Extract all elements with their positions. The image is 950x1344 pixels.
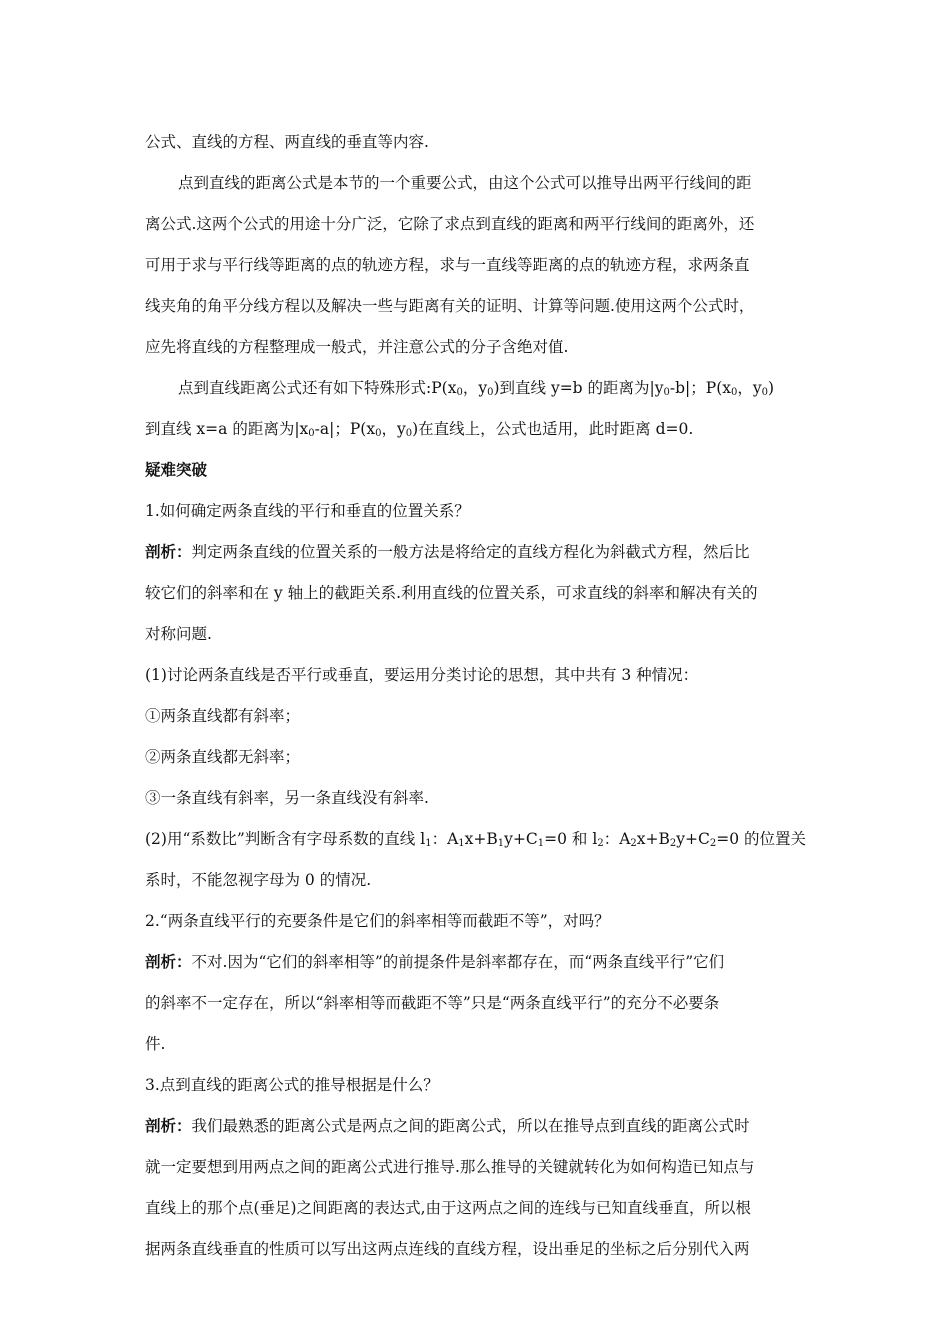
- text-line: [145, 163, 810, 204]
- text-segment: ：A: [603, 830, 631, 848]
- text-segment: 公式、直线的方程、两直线的垂直等内容.: [145, 133, 429, 151]
- text-line: [145, 1024, 810, 1065]
- text-segment: -b|；P(x: [669, 379, 731, 397]
- text-segment: 较它们的斜率和在 y 轴上的截距关系.利用直线的位置关系，可求直线的斜率和解决有关的: [145, 584, 758, 602]
- text-segment: ，y: [737, 379, 762, 397]
- text-segment: 到直线 x=a 的距离为|x: [145, 420, 309, 438]
- document-body: [145, 122, 810, 1270]
- text-line: [145, 696, 810, 737]
- text-segment: (2)用“系数比”判断含有字母系数的直线 l: [145, 830, 426, 848]
- text-line: [145, 819, 810, 860]
- subscript: 1: [425, 838, 432, 849]
- text-segment: 可用于求与平行线等距离的点的轨迹方程，求与一直线等距离的点的轨迹方程，求两条直: [145, 256, 750, 274]
- text-segment: 件.: [145, 1035, 166, 1053]
- text-segment: 应先将直线的方程整理成一般式，并注意公式的分子含绝对值.: [145, 338, 569, 356]
- text-segment: x+B: [464, 830, 498, 848]
- subscript: 2: [597, 838, 604, 849]
- text-line: [145, 1106, 810, 1147]
- text-segment: y+C: [676, 830, 710, 848]
- text-line: [145, 778, 810, 819]
- text-line: [145, 122, 810, 163]
- text-segment: ①两条直线都有斜率；: [145, 707, 301, 725]
- text-line: [145, 286, 810, 327]
- text-line: [145, 327, 810, 368]
- text-segment: 我们最熟悉的距离公式是两点之间的距离公式，所以在推导点到直线的距离公式时: [191, 1117, 750, 1135]
- subscript: 0: [308, 428, 315, 439]
- subscript: 0: [375, 428, 382, 439]
- text-line: [145, 901, 810, 942]
- subscript: 1: [458, 838, 465, 849]
- text-segment: ③一条直线有斜率，另一条直线没有斜率.: [145, 789, 429, 807]
- text-line: [145, 204, 810, 245]
- text-segment: 疑难突破: [145, 461, 208, 479]
- subscript: 2: [630, 838, 637, 849]
- text-line: [145, 655, 810, 696]
- text-segment: x+B: [636, 830, 670, 848]
- analysis-label: 剖析：: [145, 1117, 192, 1135]
- text-segment: 系时，不能忽视字母为 0 的情况.: [145, 871, 372, 889]
- text-line: [145, 860, 810, 901]
- subscript: 0: [405, 428, 413, 439]
- text-segment: (1)讨论两条直线是否平行或垂直，要运用分类讨论的思想，其中共有 3 种情况：: [145, 666, 699, 684]
- text-segment: 不对.因为“它们的斜率相等”的前提条件是斜率都存在，而“两条直线平行”它们: [191, 953, 725, 971]
- text-line: [145, 1065, 810, 1106]
- text-segment: 对称问题.: [145, 625, 212, 643]
- subscript: 2: [709, 838, 717, 849]
- analysis-label: 剖析：: [145, 543, 192, 561]
- text-segment: 的斜率不一定存在，所以“斜率相等而截距不等”只是“两条直线平行”的充分不必要条: [145, 994, 720, 1012]
- text-line: [145, 737, 810, 778]
- text-segment: 点到直线的距离公式是本节的一个重要公式，由这个公式可以推导出两平行线间的距: [178, 174, 752, 192]
- text-segment: ，y: [462, 379, 488, 397]
- subscript: 0: [456, 387, 463, 398]
- subscript: 0: [487, 387, 494, 398]
- subscript: 0: [731, 387, 738, 398]
- text-segment: =0 和 l: [544, 830, 598, 848]
- text-segment: ): [768, 379, 775, 397]
- text-segment: 判定两条直线的位置关系的一般方法是将给定的直线方程化为斜截式方程，然后比: [191, 543, 750, 561]
- text-segment: 2.“两条直线平行的充要条件是它们的斜率相等而截距不等”，对吗？: [145, 912, 610, 930]
- text-segment: 离公式.这两个公式的用途十分广泛，它除了求点到直线的距离和两平行线间的距离外，还: [145, 215, 755, 233]
- text-segment: )在直线上，公式也适用，此时距离 d=0.: [412, 420, 694, 438]
- text-line: [145, 491, 810, 532]
- text-line: [145, 245, 810, 286]
- text-line: [145, 983, 810, 1024]
- text-line: [145, 1147, 810, 1188]
- text-segment: =0 的位置关: [716, 830, 807, 848]
- text-line: [145, 409, 810, 450]
- text-line: [145, 573, 810, 614]
- text-segment: -a|；P(x: [314, 420, 376, 438]
- text-segment: 就一定要想到用两点之间的距离公式进行推导.那么推导的关键就转化为如何构造已知点与: [145, 1158, 755, 1176]
- subscript: 0: [663, 387, 670, 398]
- text-line: [145, 1188, 810, 1229]
- text-line: [145, 368, 810, 409]
- text-segment: 点到直线距离公式还有如下特殊形式:P(x: [178, 379, 457, 397]
- text-segment: y+C: [504, 830, 538, 848]
- text-line: [145, 532, 810, 573]
- text-segment: )到直线 y=b 的距离为|y: [493, 379, 664, 397]
- text-line: [145, 942, 810, 983]
- text-segment: 1.如何确定两条直线的平行和垂直的位置关系？: [145, 502, 470, 520]
- text-segment: 线夹角的角平分线方程以及解决一些与距离有关的证明、计算等问题.使用这两个公式时，: [145, 297, 755, 315]
- text-line: [145, 614, 810, 655]
- subscript: 1: [537, 838, 545, 849]
- subscript: 1: [497, 838, 505, 849]
- subscript: 0: [761, 387, 769, 398]
- text-line: [145, 1229, 810, 1270]
- analysis-label: 剖析：: [145, 953, 192, 971]
- text-segment: 直线上的那个点(垂足)之间距离的表达式,由于这两点之间的连线与已知直线垂直，所以根: [145, 1199, 752, 1217]
- subscript: 2: [669, 838, 677, 849]
- section-heading: [145, 450, 810, 491]
- text-segment: ，y: [381, 420, 406, 438]
- text-segment: 据两条直线垂直的性质可以写出这两点连线的直线方程，设出垂足的坐标之后分别代入两: [145, 1240, 750, 1258]
- text-segment: ②两条直线都无斜率；: [145, 748, 301, 766]
- text-segment: 3.点到直线的距离公式的推导根据是什么？: [145, 1076, 439, 1094]
- text-segment: ：A: [431, 830, 459, 848]
